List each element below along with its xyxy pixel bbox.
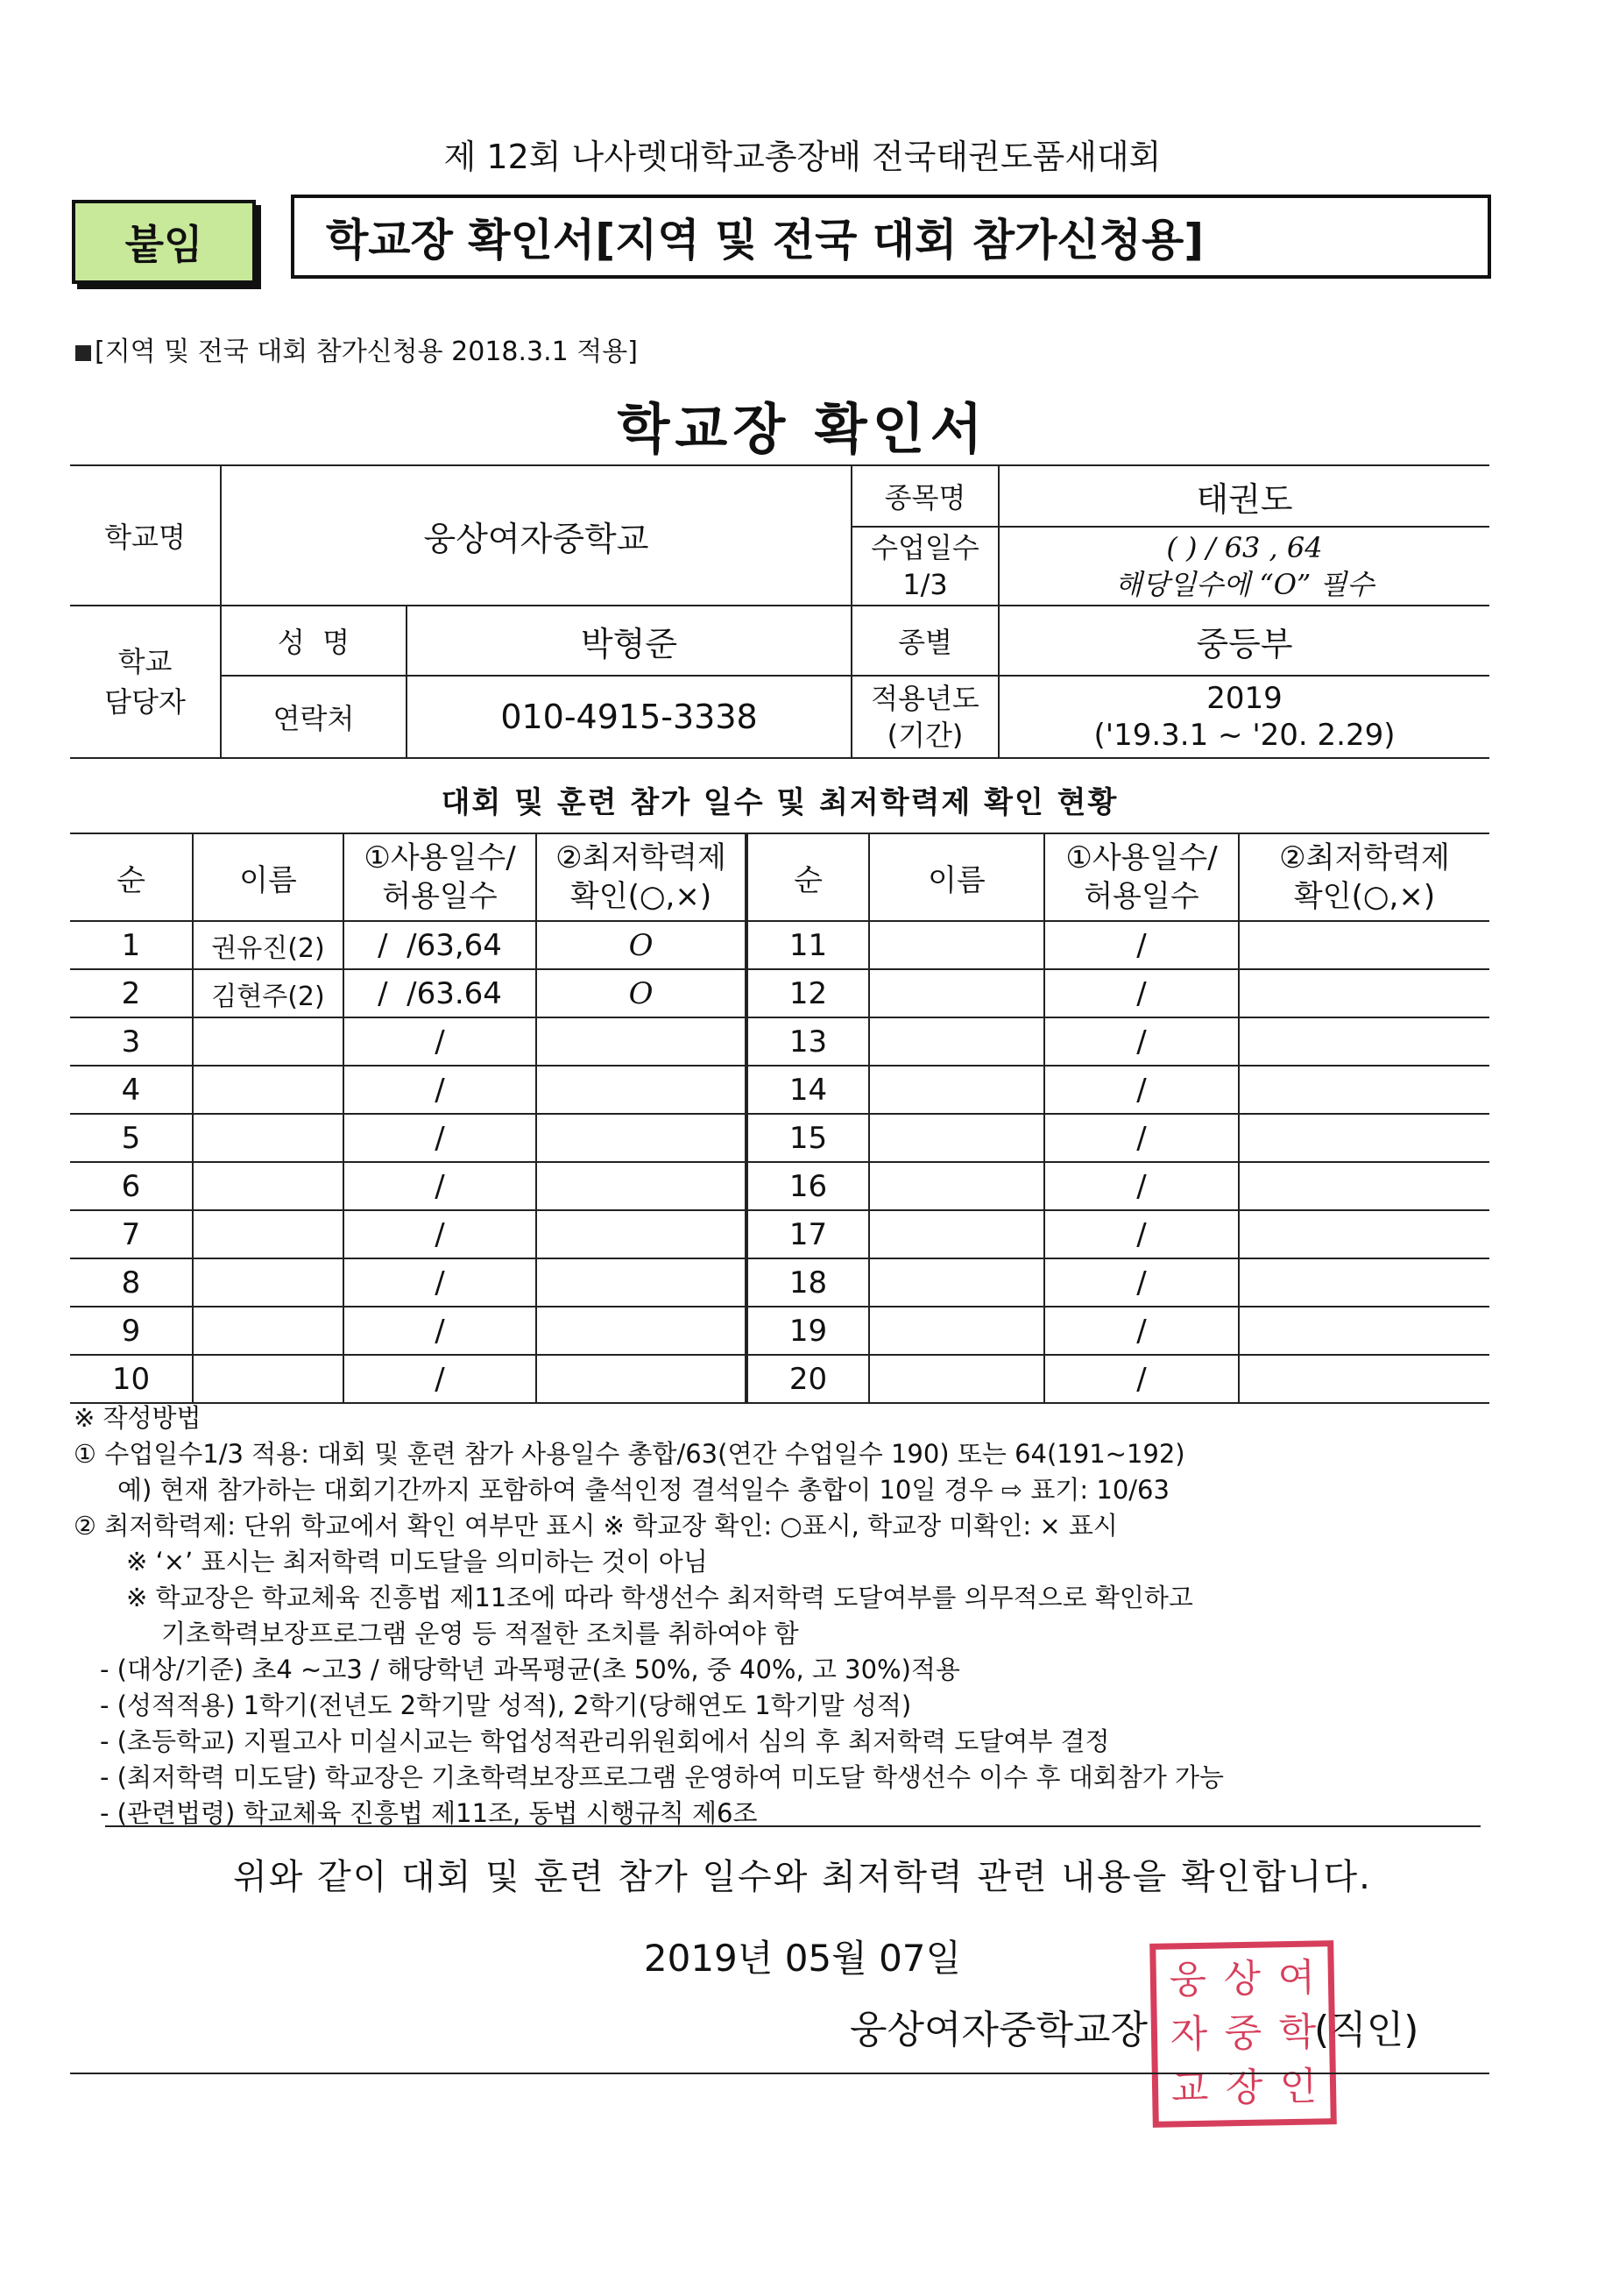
cell-check-right xyxy=(1239,1066,1489,1114)
document-title: 학교장 확인서 xyxy=(617,397,988,461)
cell-days: / xyxy=(343,1114,536,1162)
cell-days-right: / xyxy=(1044,1355,1239,1403)
cell-check xyxy=(536,1017,746,1066)
cell-days-right: / xyxy=(1044,1017,1239,1066)
cell-check xyxy=(536,1355,746,1403)
seal-char: 상 xyxy=(1223,1956,1262,2002)
cell-check-right xyxy=(1239,1258,1489,1307)
guide-note2-cont: 기초학력보장프로그램 운영 등 적절한 조치를 취하여야 함 xyxy=(161,1619,799,1648)
header-num: 순 xyxy=(70,833,193,921)
cell-num: 7 xyxy=(70,1210,193,1258)
cell-name xyxy=(193,1258,343,1307)
attendance-table xyxy=(70,833,1489,1404)
category-label: 종별 xyxy=(852,606,999,676)
cell-check-right xyxy=(1239,1307,1489,1355)
header-days-right-line2: 허용일수 xyxy=(1084,879,1199,914)
seal-char: 자 xyxy=(1170,2011,1208,2058)
seal-char: 중 xyxy=(1224,2010,1262,2057)
cell-days: / xyxy=(343,1258,536,1307)
cell-name xyxy=(193,1114,343,1162)
event-label: 종목명 xyxy=(852,465,999,527)
classdays-label xyxy=(852,527,999,606)
cell-name: 김현주(2) xyxy=(193,969,343,1017)
section-title: 대회 및 훈련 참가 일수 및 최저학력제 확인 현황 xyxy=(441,785,1119,820)
seal-char: 교 xyxy=(1170,2066,1209,2112)
header-check-line2: 확인(○,×) xyxy=(569,879,712,914)
cell-num: 10 xyxy=(70,1355,193,1403)
guide-item2: ② 최저학력제: 단위 학교에서 확인 여부만 표시 ※ 학교장 확인: ○표시, 학교장 미확인: × 표시 xyxy=(74,1511,1118,1541)
cell-num-right: 14 xyxy=(746,1066,869,1114)
header-days-line2: 허용일수 xyxy=(382,879,498,914)
attach-badge: 붙임 xyxy=(72,200,256,284)
cell-days: / xyxy=(343,1017,536,1066)
school-name-value: 웅상여자중학교 xyxy=(221,465,852,606)
table-row xyxy=(70,921,1489,969)
classdays-label-line2: 1/3 xyxy=(902,568,948,601)
category-value: 중등부 xyxy=(999,606,1489,676)
year-value-cell xyxy=(999,676,1489,758)
manager-label xyxy=(70,606,221,758)
seal-char: 학 xyxy=(1278,2009,1317,2056)
cell-name-right xyxy=(869,1307,1044,1355)
cell-days: / xyxy=(343,1066,536,1114)
cell-days-right: / xyxy=(1044,1114,1239,1162)
header-days-line1: ①사용일수/ xyxy=(364,840,516,875)
cell-check-right xyxy=(1239,969,1489,1017)
school-name-label: 학교명 xyxy=(70,465,221,606)
header-check-right-line2: 확인(○,×) xyxy=(1293,879,1436,914)
table-row xyxy=(70,1307,1489,1355)
header-check xyxy=(536,833,746,921)
table-row xyxy=(70,1162,1489,1210)
bottom-rule xyxy=(70,2073,1489,2074)
cell-num: 3 xyxy=(70,1017,193,1066)
cell-days-right: / xyxy=(1044,921,1239,969)
cell-days: / xyxy=(343,1355,536,1403)
header-num-right: 순 xyxy=(746,833,869,921)
cell-days-right: / xyxy=(1044,1210,1239,1258)
manager-label-line1: 학교 xyxy=(117,645,173,678)
header-check-line1: ②최저학력제 xyxy=(555,840,726,875)
guide-bullet1: - (대상/기준) 초4 ~고3 / 해당학년 과목평균(초 50%, 중 40%, 고 30%)적용 xyxy=(100,1655,960,1684)
event-value: 태권도 xyxy=(999,465,1489,527)
guide-item1: ① 수업일수1/3 적용: 대회 및 훈련 참가 사용일수 총합/63(연간 수업일수 190) 또는 64(191~192) xyxy=(74,1439,1185,1469)
cell-name xyxy=(193,1017,343,1066)
confirmation-text: 위와 같이 대회 및 훈련 참가 일수와 최저학력 관련 내용을 확인합니다. xyxy=(233,1857,1372,1897)
cell-num-right: 18 xyxy=(746,1258,869,1307)
cell-name xyxy=(193,1162,343,1210)
cell-num-right: 13 xyxy=(746,1017,869,1066)
header-days-right-line1: ①사용일수/ xyxy=(1065,840,1218,875)
header-check-right-line1: ②최저학력제 xyxy=(1279,840,1450,875)
version-note xyxy=(75,330,638,368)
cell-days-right: / xyxy=(1044,1066,1239,1114)
cell-days-right: / xyxy=(1044,1162,1239,1210)
contact-value: 010-4915-3338 xyxy=(407,676,852,758)
year-label-line2: (기간) xyxy=(887,719,964,752)
guide-bullet5: - (관련법령) 학교체육 진흥법 제11조, 동법 시행규칙 제6조 xyxy=(100,1798,758,1828)
header-name-right: 이름 xyxy=(869,833,1044,921)
guide-note1: ※ ‘×’ 표시는 최저학력 미도달을 의미하는 것이 아님 xyxy=(126,1547,708,1577)
year-label xyxy=(852,676,999,758)
classdays-value: ( ) / 63 , 64 xyxy=(1166,531,1323,564)
cell-name: 권유진(2) xyxy=(193,921,343,969)
cell-days: / xyxy=(343,1307,536,1355)
cell-num: 8 xyxy=(70,1258,193,1307)
table-row xyxy=(70,1066,1489,1114)
cell-days: / xyxy=(343,1210,536,1258)
header-check-right xyxy=(1239,833,1489,921)
cell-name-right xyxy=(869,1114,1044,1162)
name-label: 성 명 xyxy=(221,606,407,676)
classdays-note: 해당일수에 “O” 필수 xyxy=(1114,568,1375,601)
version-note-text: [지역 및 전국 대회 참가신청용 2018.3.1 적용] xyxy=(95,337,638,367)
cell-check: O xyxy=(536,921,746,969)
cell-check: O xyxy=(536,969,746,1017)
cell-check xyxy=(536,1210,746,1258)
header-days xyxy=(343,833,536,921)
cell-days: / /63,64 xyxy=(343,921,536,969)
cell-days-right: / xyxy=(1044,1258,1239,1307)
header-name: 이름 xyxy=(193,833,343,921)
cell-days: / /63.64 xyxy=(343,969,536,1017)
seal-char: 웅 xyxy=(1169,1957,1207,2003)
event-title: 제 12회 나사렛대학교총장배 전국태권도품새대회 xyxy=(443,138,1162,176)
writing-guide xyxy=(74,1400,1510,1832)
classdays-label-line1: 수업일수 xyxy=(871,531,979,564)
cell-name-right xyxy=(869,1355,1044,1403)
contact-label: 연락처 xyxy=(221,676,407,758)
cell-num: 1 xyxy=(70,921,193,969)
cell-num-right: 19 xyxy=(746,1307,869,1355)
guide-separator xyxy=(105,1825,1481,1827)
guide-note2: ※ 학교장은 학교체육 진흥법 제11조에 따라 학생선수 최저학력 도달여부를 의무적으로 확인하고 xyxy=(126,1583,1193,1612)
cell-num: 6 xyxy=(70,1162,193,1210)
year-value: 2019 xyxy=(1206,681,1283,716)
cell-num-right: 17 xyxy=(746,1210,869,1258)
cell-check-right xyxy=(1239,1210,1489,1258)
cell-num-right: 16 xyxy=(746,1162,869,1210)
sign-date: 2019년 05월 07일 xyxy=(643,1937,962,1980)
table-row xyxy=(70,1210,1489,1258)
classdays-value-cell xyxy=(999,527,1489,606)
cell-num-right: 12 xyxy=(746,969,869,1017)
header-days-right xyxy=(1044,833,1239,921)
year-period: ('19.3.1 ~ '20. 2.29) xyxy=(1093,718,1396,753)
table-row xyxy=(70,1017,1489,1066)
principal-name: 웅상여자중학교장 xyxy=(850,2008,1149,2052)
cell-num-right: 15 xyxy=(746,1114,869,1162)
cell-name-right xyxy=(869,1210,1044,1258)
cell-name-right xyxy=(869,1258,1044,1307)
seal-char: 여 xyxy=(1277,1955,1316,2002)
table-row xyxy=(70,1355,1489,1403)
cell-name xyxy=(193,1066,343,1114)
cell-name-right xyxy=(869,1066,1044,1114)
form-title: 학교장 확인서[지역 및 전국 대회 참가신청용] xyxy=(291,195,1491,279)
guide-bullet3: - (초등학교) 지필고사 미실시교는 학업성적관리위원회에서 심의 후 최저학력 도달여부 결정 xyxy=(100,1726,1110,1756)
cell-check-right xyxy=(1239,921,1489,969)
guide-item1-example: 예) 현재 참가하는 대회기간까지 포함하여 출석인정 결석일수 총합이 10일 경우 ⇨ 표기: 10/63 xyxy=(117,1475,1170,1505)
info-table xyxy=(70,464,1489,759)
cell-check xyxy=(536,1114,746,1162)
cell-days: / xyxy=(343,1162,536,1210)
cell-num: 9 xyxy=(70,1307,193,1355)
cell-days-right: / xyxy=(1044,1307,1239,1355)
cell-name xyxy=(193,1355,343,1403)
table-row xyxy=(70,969,1489,1017)
cell-name-right xyxy=(869,969,1044,1017)
cell-check-right xyxy=(1239,1355,1489,1403)
cell-days-right: / xyxy=(1044,969,1239,1017)
cell-num: 4 xyxy=(70,1066,193,1114)
manager-label-line2: 담당자 xyxy=(104,685,186,719)
cell-check xyxy=(536,1066,746,1114)
table-row xyxy=(70,1258,1489,1307)
cell-check xyxy=(536,1307,746,1355)
cell-check-right xyxy=(1239,1017,1489,1066)
year-label-line1: 적용년도 xyxy=(871,682,979,715)
cell-name-right xyxy=(869,921,1044,969)
cell-name xyxy=(193,1210,343,1258)
guide-bullet2: - (성적적용) 1학기(전년도 2학기말 성적), 2학기(당해연도 1학기말 성적) xyxy=(100,1690,912,1720)
guide-heading: ※ 작성방법 xyxy=(74,1403,202,1433)
seal-char: 인 xyxy=(1279,2064,1318,2110)
table-row xyxy=(70,1114,1489,1162)
cell-name-right xyxy=(869,1162,1044,1210)
cell-check xyxy=(536,1258,746,1307)
cell-name-right xyxy=(869,1017,1044,1066)
cell-check xyxy=(536,1162,746,1210)
principal-suffix: (직인) xyxy=(1314,2008,1419,2052)
cell-num-right: 20 xyxy=(746,1355,869,1403)
cell-check-right xyxy=(1239,1162,1489,1210)
name-value: 박형준 xyxy=(407,606,852,676)
official-seal xyxy=(1149,1940,1337,2128)
cell-num-right: 11 xyxy=(746,921,869,969)
cell-check-right xyxy=(1239,1114,1489,1162)
cell-num: 2 xyxy=(70,969,193,1017)
square-bullet-icon xyxy=(75,345,91,361)
cell-num: 5 xyxy=(70,1114,193,1162)
seal-char: 장 xyxy=(1225,2065,1263,2111)
cell-name xyxy=(193,1307,343,1355)
guide-bullet4: - (최저학력 미도달) 학교장은 기초학력보장프로그램 운영하여 미도달 학생선수 이수 후 대회참가 가능 xyxy=(100,1762,1225,1792)
